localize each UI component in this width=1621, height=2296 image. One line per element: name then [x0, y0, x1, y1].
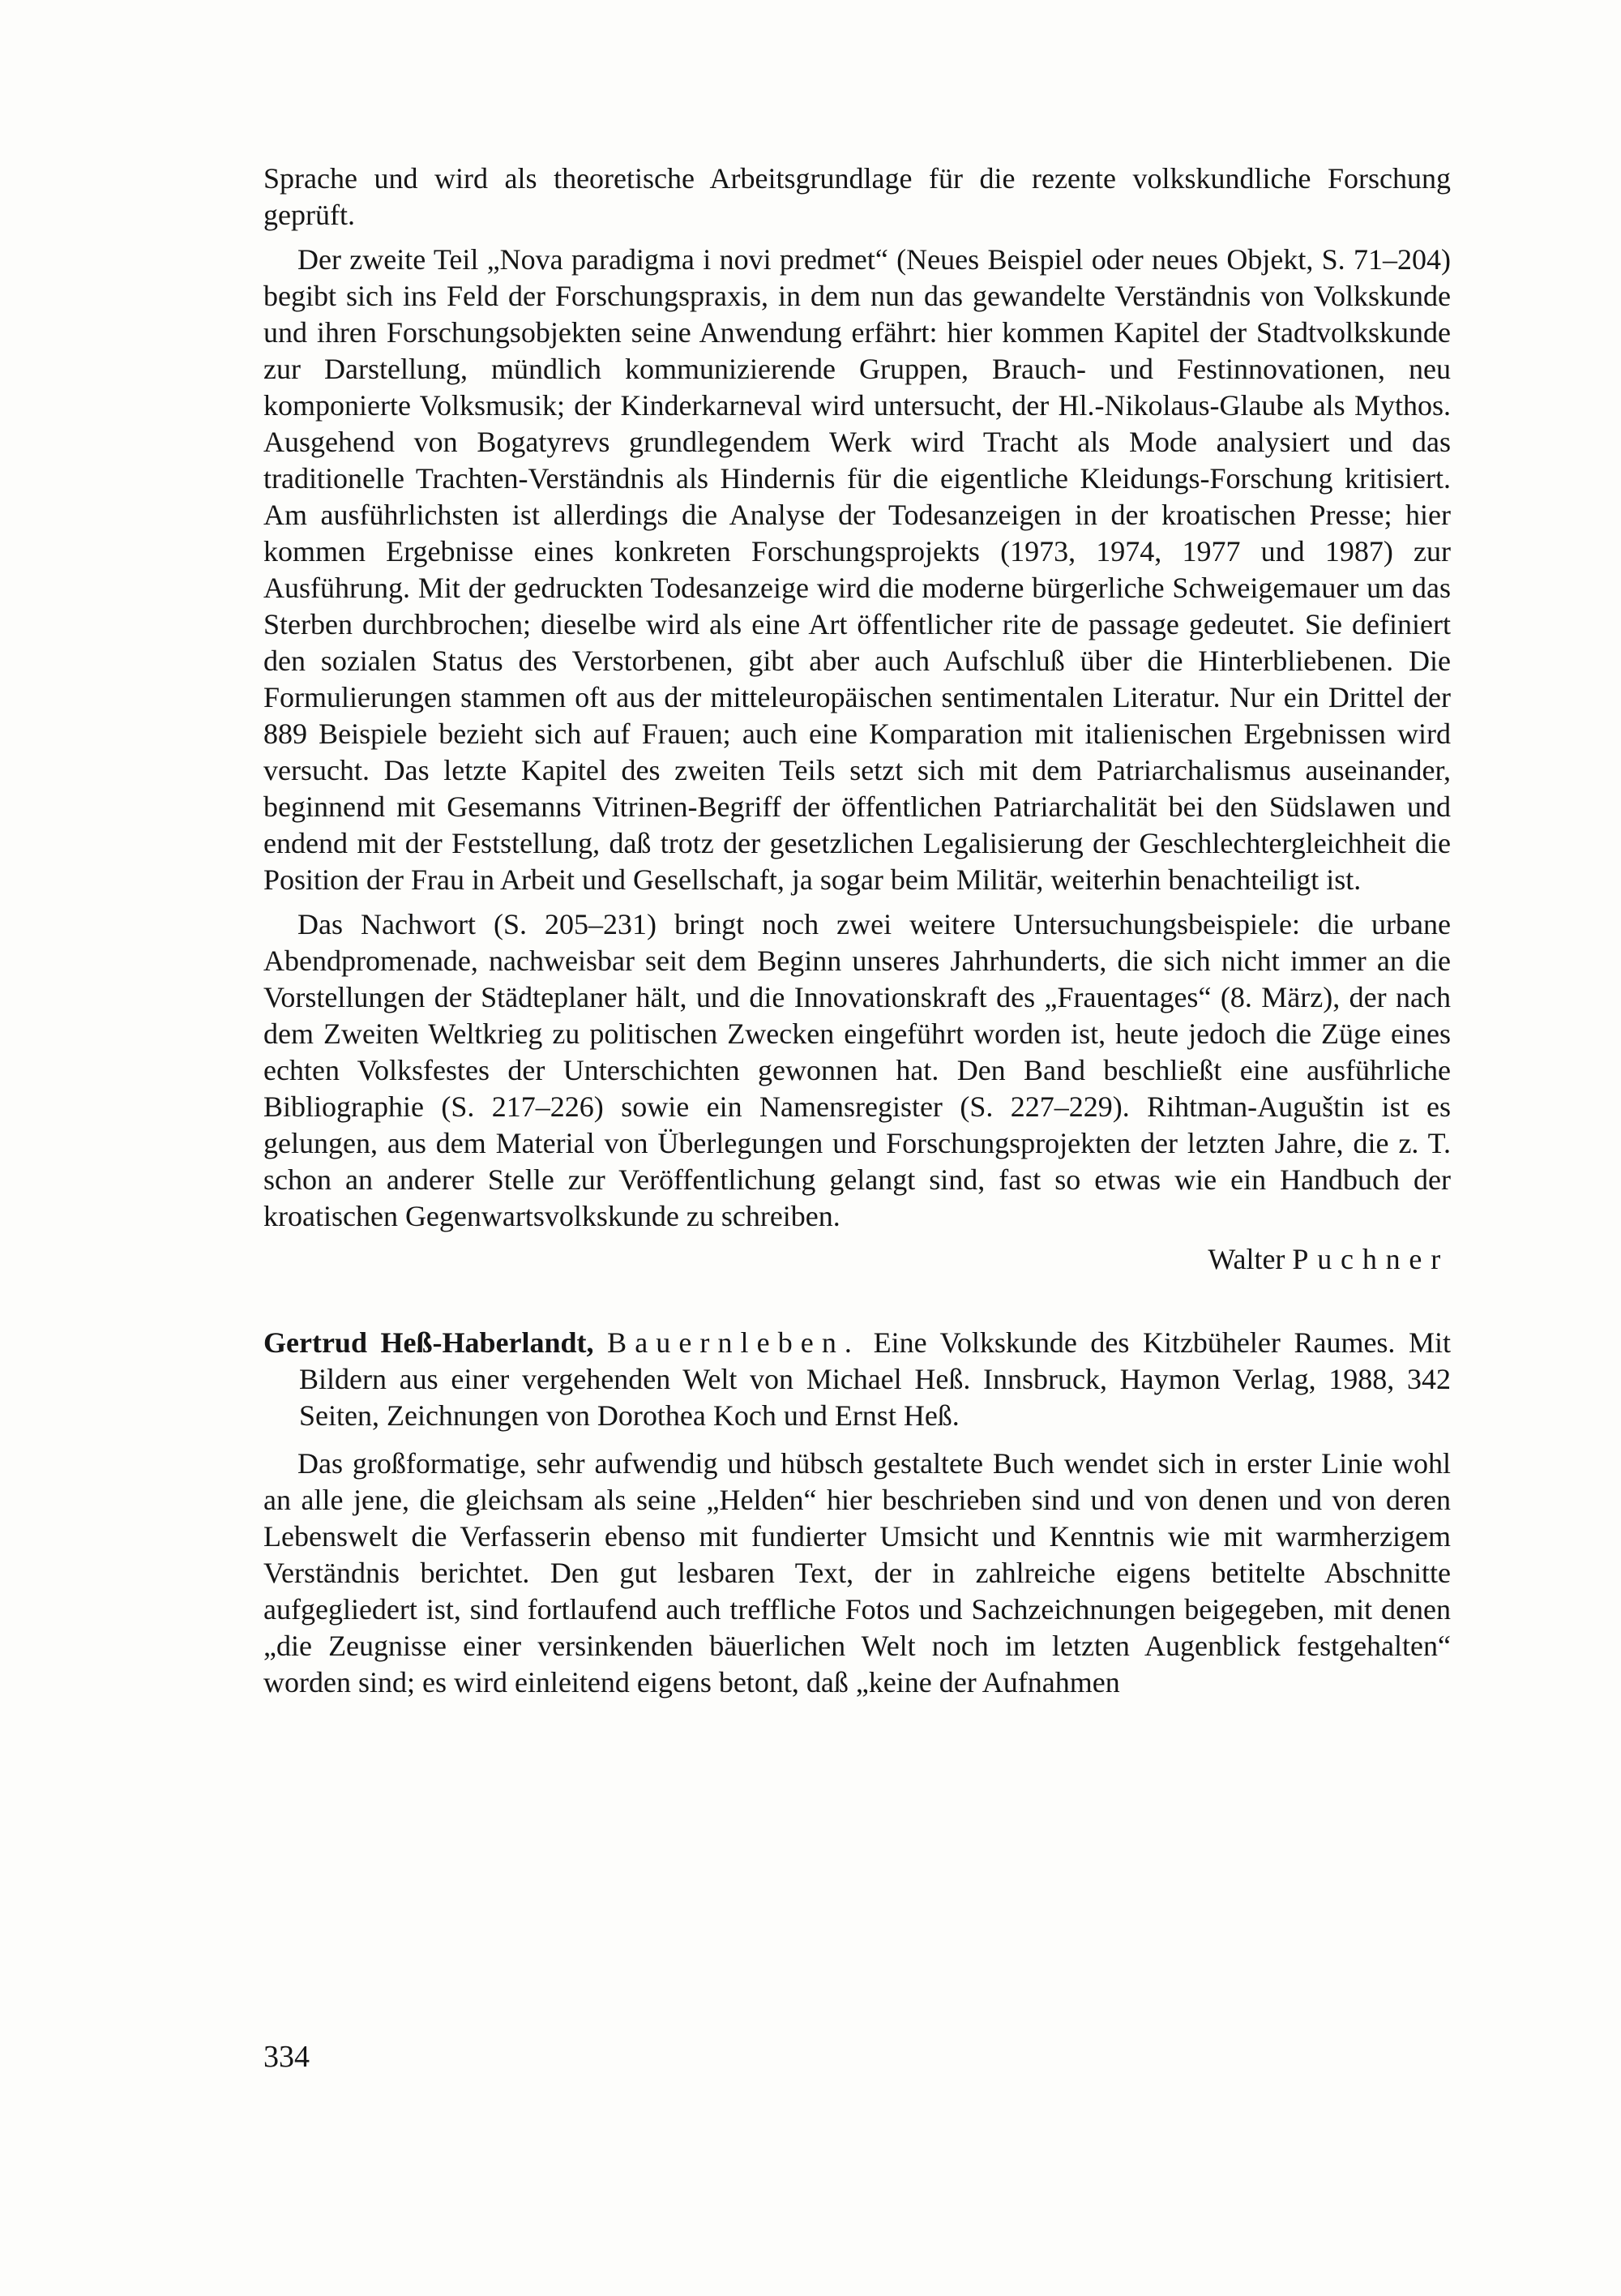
signature-last-name: Puchner — [1292, 1243, 1449, 1275]
review-rihtman-augustin — [263, 161, 1451, 1278]
book-title: Bauernleben. — [607, 1326, 861, 1359]
review-hess-haberlandt — [263, 1325, 1451, 1701]
reviewer-signature — [263, 1241, 1451, 1278]
signature-first-name: Walter — [1208, 1243, 1285, 1275]
paragraph-second-part: Der zweite Teil „Nova paradigma i novi predmet“ (Neues Beispiel oder neues Objekt, S. 71–204) begibt sich ins Feld der Forschungspraxis, in dem nun das gewandelte Verständnis von Volkskunde und ihren Forschungsobjekten seine Anwendung erfährt: hier kommen Kapitel der Stadtvolkskunde zur Darstellung, mündlich kommunizierende Gruppen, Brauch- und Festinnovationen, neu komponierte Volksmusik; der Kinderkarneval wird untersucht, der Hl.-Nikolaus-Glaube als Mythos. Ausgehend von Bogatyrevs grundlegendem Werk wird Tracht als Mode analysiert und das traditionelle Trachten-Verständnis als Hindernis für die eigentliche Kleidungs-Forschung kritisiert. Am ausführlichsten ist allerdings die Analyse der Todesanzeigen in der kroatischen Presse; hier kommen Ergebnisse eines konkreten Forschungsprojekts (1973, 1974, 1977 und 1987) zur Ausführung. Mit der gedruckten Todesanzeige wird die moderne bürgerliche Schweigemauer um das Sterben durchbrochen; dieselbe wird als eine Art öffentlicher rite de passage gedeutet. Sie definiert den sozialen Status des Verstorbenen, gibt aber auch Aufschluß über die Hinterbliebenen. Die Formulierungen stammen oft aus der mitteleuropäischen sentimentalen Literatur. Nur ein Drittel der 889 Beispiele bezieht sich auf Frauen; auch eine Komparation mit italienischen Ergebnissen wird versucht. Das letzte Kapitel des zweiten Teils setzt sich mit dem Patriarchalismus auseinander, beginnend mit Gesemanns Vitrinen-Begriff der öffentlichen Patriarchalität bei den Südslawen und endend mit der Feststellung, daß trotz der gesetzlichen Legalisierung der Geschlechtergleichheit die Position der Frau in Arbeit und Gesellschaft, ja sogar beim Militär, weiterhin benachteiligt ist. — [263, 243, 1451, 896]
page-number: 334 — [263, 2040, 310, 2074]
page-text-block — [263, 161, 1451, 1701]
paragraph-review-body: Das großformatige, sehr aufwendig und hübsch gestaltete Buch wendet sich in erster Linie wohl an alle jene, die gleichsam als seine „Helden“ hier beschrieben sind und von denen und von deren Lebenswelt die Verfasserin ebenso mit fundierter Umsicht und Kenntnis wie mit warmherzigem Verständnis berichtet. Den gut lesbaren Text, der in zahlreiche eigens betitelte Abschnitte aufgegliedert ist, sind fortlaufend auch treffliche Fotos und Sachzeichnungen beigegeben, mit denen „die Zeugnisse einer versinkenden bäuerlichen Welt noch im letzten Augenblick festgehalten“ worden sind; es wird einleitend eigens betont, daß „keine der Aufnahmen — [263, 1447, 1451, 1698]
book-publication-details: Eine Volkskunde des Kitzbüheler Raumes. Mit Bildern aus einer vergehenden Welt von Michael Heß. Innsbruck, Haymon Verlag, 1988, 342 Seiten, Zeichnungen von Dorothea Koch und Ernst Heß. — [299, 1326, 1452, 1432]
paragraph-continuation: Sprache und wird als theoretische Arbeitsgrundlage für die rezente volkskundliche Forschung geprüft. — [263, 162, 1451, 231]
paragraph-afterword: Das Nachwort (S. 205–231) bringt noch zwei weitere Untersuchungsbeispiele: die urbane Abendpromenade, nachweisbar seit dem Beginn unseres Jahrhunderts, die sich nicht immer an die Vorstellungen der Städteplaner hält, und die Innovationskraft des „Frauentages“ (8. März), der nach dem Zweiten Weltkrieg zu politischen Zwecken eingeführt worden ist, heute jedoch die Züge eines echten Volksfestes der Unterschichten gewonnen hat. Den Band beschließt eine ausführliche Bibliographie (S. 217–226) sowie ein Namensregister (S. 227–229). Rihtman-Auguštin ist es gelungen, aus dem Material von Überlegungen und Forschungsprojekten der letzten Jahre, die z. T. schon an anderer Stelle zur Veröffentlichung gelangt sind, fast so etwas wie ein Handbuch der kroatischen Gegenwartsvolkskunde zu schreiben. — [263, 908, 1451, 1232]
book-author-name: Gertrud Heß-Haberlandt, — [263, 1326, 594, 1359]
review-heading — [263, 1325, 1451, 1434]
